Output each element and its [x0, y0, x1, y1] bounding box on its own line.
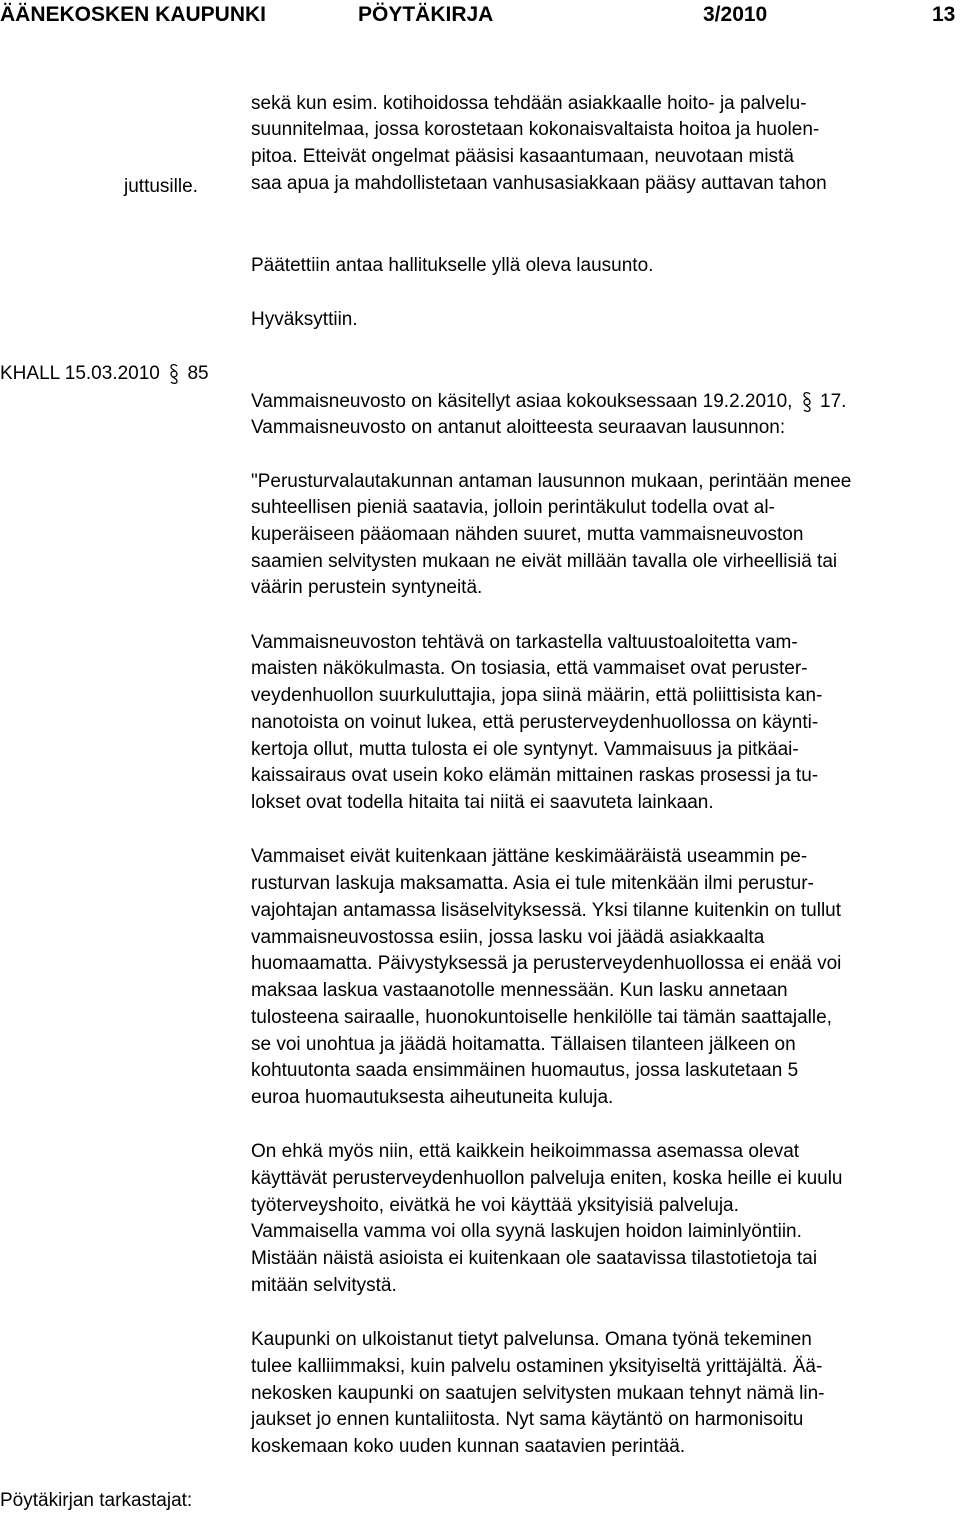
footer-inspectors-label: Pöytäkirjan tarkastajat:: [0, 1490, 193, 1511]
document-type: PÖYTÄKIRJA: [358, 3, 494, 26]
section-sign-icon: [169, 363, 179, 385]
paragraph-line: saamien selvitysten mukaan ne eivät millään tavalla ole virheellisiä tai: [251, 551, 838, 572]
decision-text: Päätettiin antaa hallitukselle yllä oleva lausunto.: [251, 255, 654, 276]
paragraph-line: kaissairaus ovat usein koko elämän mittainen raskas prosessi ja tu-: [251, 765, 819, 786]
paragraph-line: euroa huomautuksesta aiheutuneita kuluja.: [251, 1087, 614, 1108]
paragraph-line: kohtuutonta saada ensimmäinen huomautus, jossa laskutetaan 5: [251, 1060, 799, 1081]
intro-line: suunnitelmaa, jossa korostetaan kokonaisvaltaista hoitoa ja huolen-: [251, 119, 820, 140]
intro-line: sekä kun esim. kotihoidossa tehdään asiakkaalle hoito- ja palvelu-: [251, 93, 807, 114]
paragraph-line: rusturvan laskuja maksamatta. Asia ei tule mitenkään ilmi perustur-: [251, 873, 814, 894]
paragraph-line: työterveyshoito, eivätkä he voi käyttää yksityisiä palveluja.: [251, 1195, 739, 1216]
paragraph-line: koskemaan koko uuden kunnan saatavien perintää.: [251, 1436, 686, 1457]
paragraph-line: nanotoista on voinut lukea, että perusterveydenhuollossa on käynti-: [251, 712, 819, 733]
section-sign-icon: [802, 391, 812, 413]
paragraph-line: Vammaiset eivät kuitenkaan jättäne keskimääräistä useammin pe-: [251, 846, 808, 867]
paragraph-line: maisten näkökulmasta. On tosiasia, että vammaiset ovat peruster-: [251, 658, 808, 679]
paragraph-line: vajohtajan antamassa lisäselvityksessä. Yksi tilanne kuitenkin on tullut: [251, 900, 842, 921]
paragraph-line: Vammaisella vamma voi olla syynä laskujen hoidon laiminlyöntiin.: [251, 1221, 802, 1242]
paragraph-line: tulee kalliimmaksi, kuin palvelu ostaminen yksityiseltä yrittäjältä. Ää-: [251, 1356, 823, 1377]
meeting-date: KHALL 15.03.2010: [0, 363, 160, 384]
item-margin: [0, 363, 209, 385]
paragraph-line: vammaisneuvostossa esiin, jossa lasku voi jäädä asiakkaalta: [251, 927, 765, 948]
paragraph-line: veydenhuollon suurkuluttajia, jopa siinä määrin, että poliittisista kan-: [251, 685, 823, 706]
paragraph-line: Kaupunki on ulkoistanut tietyt palvelunsa. Omana työnä tekeminen: [251, 1329, 812, 1350]
margin-continuation: juttusille.: [124, 176, 198, 197]
paragraph-line: se voi unohtua ja jäädä hoitamatta. Tällaisen tilanteen jälkeen on: [251, 1034, 796, 1055]
item-heading-ref: 17.: [820, 391, 847, 412]
paragraph-line: "Perusturvalautakunnan antaman lausunnon mukaan, perintään menee: [251, 471, 852, 492]
paragraph-line: väärin perustein syntyneitä.: [251, 577, 483, 598]
paragraph-line: kertoja ollut, mutta tulosta ei ole syntynyt. Vammaisuus ja pitkäai-: [251, 739, 799, 760]
paragraph-line: käyttävät perusterveydenhuollon palveluja eniten, koska heille ei kuulu: [251, 1168, 843, 1189]
organization-name: ÄÄNEKOSKEN KAUPUNKI: [0, 3, 267, 26]
paragraph-line: Vammaisneuvoston tehtävä on tarkastella valtuustoaloitetta vam-: [251, 632, 798, 653]
paragraph-line: kuperäiseen pääomaan nähden suuret, mutta vammaisneuvoston: [251, 524, 804, 545]
paragraph-line: nekosken kaupunki on saatujen selvitysten mukaan tehnyt nämä lin-: [251, 1383, 825, 1404]
item-subheading: Vammaisneuvosto on antanut aloitteesta seuraavan lausunnon:: [251, 417, 786, 438]
item-heading: [251, 391, 846, 413]
intro-line: pitoa. Etteivät ongelmat pääsisi kasaantumaan, neuvotaan mistä: [251, 146, 794, 167]
paragraph-line: suhteellisen pieniä saatavia, jolloin perintäkulut todella ovat al-: [251, 497, 775, 518]
paragraph-line: mitään selvitystä.: [251, 1275, 397, 1296]
section-number: 85: [187, 363, 209, 384]
paragraph-line: maksaa laskua vastaanotolle mennessään. Kun lasku annetaan: [251, 980, 788, 1001]
paragraph-line: Mistään näistä asioista ei kuitenkaan ole saatavissa tilastotietoja tai: [251, 1248, 818, 1269]
paragraph-line: lokset ovat todella hitaita tai niitä ei saavuteta lainkaan.: [251, 792, 714, 813]
item-heading-text: Vammaisneuvosto on käsitellyt asiaa kokouksessaan 19.2.2010,: [251, 391, 793, 412]
approved-text: Hyväksyttiin.: [251, 309, 358, 330]
paragraph-line: tulosteena sairaalle, huonokuntoiselle henkilölle tai tämän saattajalle,: [251, 1007, 832, 1028]
document-number: 3/2010: [703, 3, 768, 26]
page-number: 13: [932, 3, 956, 26]
paragraph-line: jaukset jo ennen kuntaliitosta. Nyt sama käytäntö on harmonisoitu: [251, 1409, 804, 1430]
paragraph-line: huomaamatta. Päivystyksessä ja perusterveydenhuollossa ei enää voi: [251, 953, 842, 974]
intro-line: saa apua ja mahdollistetaan vanhusasiakkaan pääsy auttavan tahon: [251, 173, 827, 194]
paragraph-line: On ehkä myös niin, että kaikkein heikoimmassa asemassa olevat: [251, 1141, 800, 1162]
